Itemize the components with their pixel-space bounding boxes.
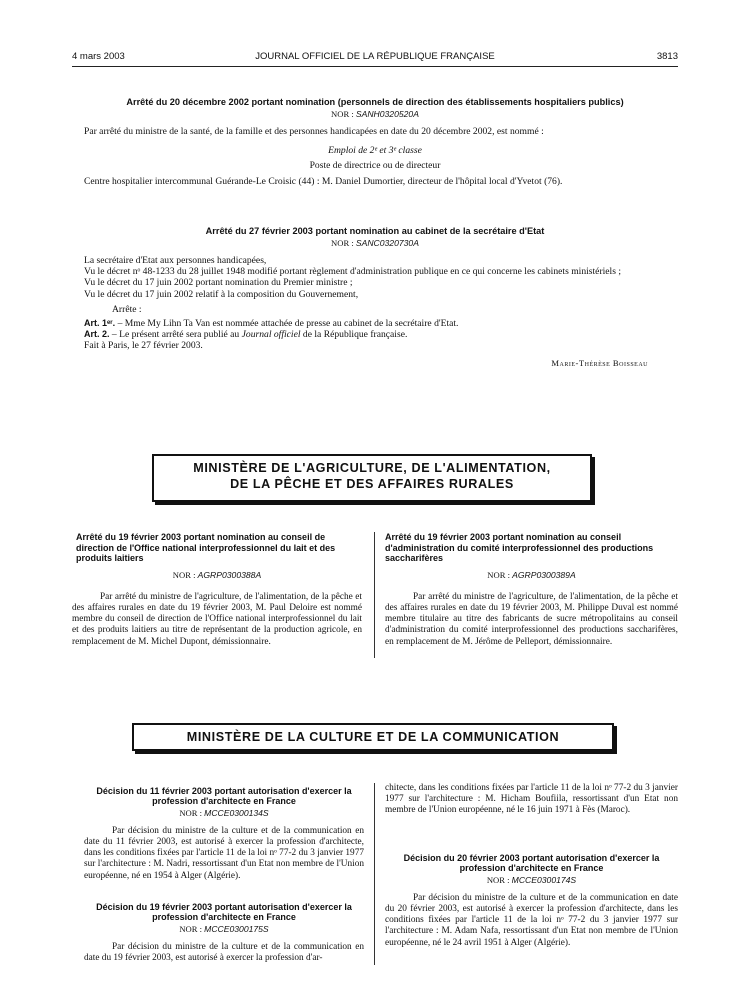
- culture-left2-nor: NOR : MCCE0300175S: [179, 923, 269, 934]
- culture-right-continuation: [385, 783, 678, 817]
- agri-right-title: Arrêté du 19 février 2003 portant nomination au conseil d'administration du comité interprofessionnel des productions saccharifères: [385, 532, 654, 564]
- culture-right-decision: [385, 853, 678, 949]
- arrete-hospital-title: Arrêté du 20 décembre 2002 portant nomination (personnels de direction des établissements hospitaliers publics): [126, 97, 624, 107]
- ministry-culture-banner: [132, 723, 614, 751]
- culture-left-decision1: [84, 786, 364, 882]
- header-rule: [72, 66, 678, 67]
- culture-left2-title: Décision du 19 février 2003 portant autorisation d'exercer la profession d'architecte en France: [96, 902, 352, 923]
- culture-left1-body: Par décision du ministre de la culture et de la communication en date du 11 février 2003, est autorisé à exercer la profession d'architecte, dans les conditions fixées par l'article 11 de la loi nᵒ 77-2 du 3 janvier 1977 sur l'architecture : M. Nadri, ressortissant d'un Etat non membre de l'Union européenne, né en 1954 à Alger (Algérie).: [84, 825, 364, 881]
- culture-right2-nor: NOR : MCCE0300174S: [486, 874, 577, 885]
- culture-right1-body: chitecte, dans les conditions fixées par l'article 11 de la loi nᵒ 77-2 du 3 janvier 1977 sur l'architecture : M. Hicham Boufiila, ressortissant d'un Etat non membre de l'Union européenne, né le 16 juin 1971 à Fès (Maroc).: [385, 783, 678, 816]
- arrete-hospital-section: [72, 97, 678, 187]
- article1-text: – Mme My Lihn Ta Van est nommée attachée de presse au cabinet de la secrétaire d'Etat.: [115, 318, 459, 330]
- header-page-number: 3813: [656, 51, 678, 62]
- arrete-cabinet-title: Arrêté du 27 février 2003 portant nomination au cabinet de la secrétaire d'Etat: [205, 226, 545, 236]
- culture-left1-nor: NOR : MCCE0300134S: [179, 807, 269, 818]
- agri-left-nor: NOR : AGRP0300388A: [172, 569, 262, 580]
- culture-left1-title: Décision du 11 février 2003 portant autorisation d'exercer la profession d'architecte en France: [96, 786, 352, 807]
- agri-left-body: Par arrêté du ministre de l'agriculture, de l'alimentation, de la pêche et des affaires rurales en date du 19 février 2003, M. Paul Deloire est nommé membre du conseil de direction de l'Office national interprofessionnel du lait et des produits laitiers au titre de représentant de la production agricole, en remplacement de M. Michel Dupont, démissionnaire.: [72, 591, 362, 647]
- culture-left2-body: Par décision du ministre de la culture et de la communication en date du 19 février 2003, est autorisé à exercer la profession d'ar-: [84, 941, 364, 964]
- column-divider-culture: [374, 783, 375, 965]
- arrete-cabinet-nor: NOR : SANC0320730A: [331, 238, 419, 248]
- arrete-hospital-intro: Par arrêté du ministre de la santé, de la famille et des personnes handicapées en date du 20 décembre 2002, est nommé :: [84, 126, 544, 137]
- journal-officiel-ref: Journal officiel: [241, 329, 301, 341]
- article1-label: Art. 1ᵉʳ.: [84, 318, 116, 329]
- arrete-cabinet-vu3: Vu le décret du 17 juin 2002 relatif à la composition du Gouvernement,: [84, 288, 359, 300]
- arrete-cabinet-article1: [72, 318, 678, 329]
- arrete-cabinet-line1: La secrétaire d'Etat aux personnes handicapées,: [84, 255, 267, 266]
- culture-right2-body: Par décision du ministre de la culture et de la communication en date du 20 février 2003, est autorisé à exercer la profession d'architecte, dans les conditions fixées par l'article 11 de la loi nᵒ 77-2 du 3 janvier 1977 sur l'architecture : M. Adam Nafa, ressortissant d'un Etat non membre de l'Union européenne, né le 24 avril 1951 à Alger (Algérie).: [385, 892, 678, 948]
- agri-right-nor: NOR : AGRP0300389A: [487, 569, 576, 580]
- arrete-cabinet-vu2: Vu le décret du 17 juin 2002 portant nomination du Premier ministre ;: [84, 277, 353, 289]
- running-header: [72, 50, 678, 64]
- agri-right-body: Par arrêté du ministre de l'agriculture, de l'alimentation, de la pêche et des affaires rurales en date du 19 février 2003, M. Philippe Duval est nommé membre titulaire au titre des fabricants de sucre métropolitains au conseil d'administration du comité interprofessionnel des productions saccharifères, en remplacement de M. Jérôme de Pelleport, démissionnaire.: [385, 591, 678, 647]
- arrete-hospital-nor: NOR : SANH0320520A: [331, 109, 419, 119]
- arrete-hospital-emploi: Emploi de 2ᵉ et 3ᵉ classe: [328, 145, 422, 157]
- arrete-cabinet-fait: Fait à Paris, le 27 février 2003.: [84, 340, 203, 352]
- ministry-agriculture-line1: MINISTÈRE DE L'AGRICULTURE, DE L'ALIMENTATION,: [193, 461, 551, 475]
- arrete-cabinet-article2: Art. 2. – Le présent arrêté sera publié au Journal officiel de la République française.: [84, 329, 408, 341]
- ministry-culture-line1: MINISTÈRE DE LA CULTURE ET DE LA COMMUNICATION: [186, 730, 560, 744]
- agri-right-section: [385, 532, 678, 648]
- culture-right2-title: Décision du 20 février 2003 portant autorisation d'exercer la profession d'architecte en France: [403, 853, 660, 874]
- arrete-hospital-nomination: Centre hospitalier intercommunal Guérande-Le Croisic (44) : M. Daniel Dumortier, directeur de l'hôpital local d'Yvetot (76).: [84, 175, 563, 187]
- arrete-hospital-poste: Poste de directrice ou de directeur: [309, 160, 441, 172]
- signature: Marie-Thérèse Boisseau: [551, 357, 648, 368]
- ministry-agriculture-line2: DE LA PÊCHE ET DES AFFAIRES RURALES: [230, 477, 514, 491]
- arrete-cabinet-section: [72, 226, 678, 368]
- agri-left-title: Arrêté du 19 février 2003 portant nomination au conseil de direction de l'Office national interprofessionnel du lait et des produits laitiers: [76, 532, 336, 564]
- agri-left-section: [72, 532, 362, 648]
- ministry-agriculture-banner: [152, 454, 592, 502]
- header-journal-title: JOURNAL OFFICIEL DE LA RÉPUBLIQUE FRANÇAISE: [255, 51, 495, 62]
- header-date: 4 mars 2003: [72, 51, 125, 62]
- column-divider-agriculture: [374, 532, 375, 658]
- arrete-cabinet-arrete: Arrête :: [112, 303, 142, 315]
- culture-left-decision2: [84, 902, 364, 964]
- article2-label: Art. 2.: [84, 329, 110, 340]
- arrete-cabinet-vu1: Vu le décret nᵒ 48-1233 du 28 juillet 1948 modifié portant règlement d'administration publique en ce qui concerne les cabinets ministériels ;: [84, 266, 622, 278]
